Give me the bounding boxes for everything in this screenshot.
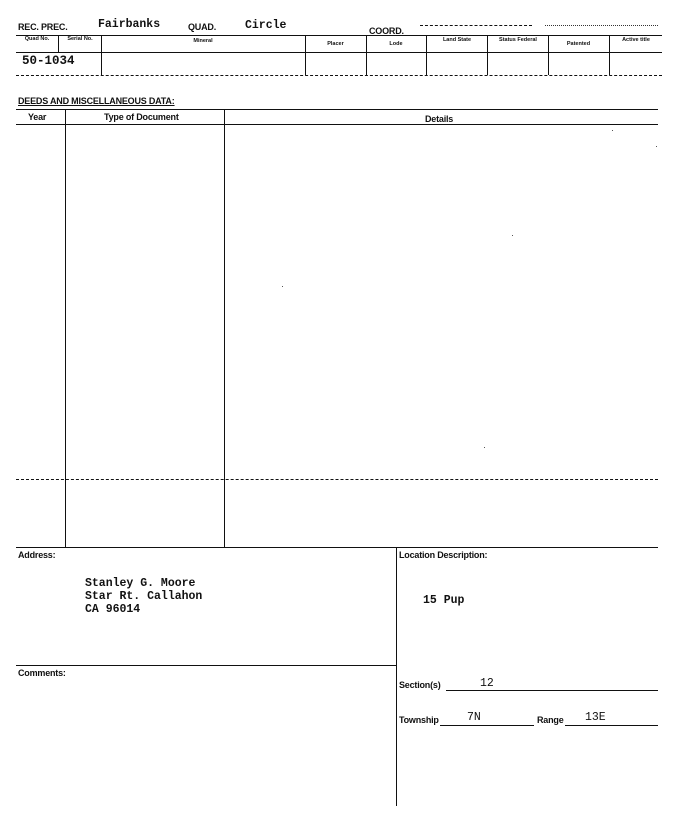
range-label: Range	[537, 715, 564, 725]
land-status-federal-label: Status Federal	[499, 37, 537, 43]
serial-no-label: Serial No.	[67, 36, 93, 42]
township-value: 7N	[467, 711, 481, 724]
speck	[656, 146, 657, 147]
header-line-bottom	[16, 75, 662, 76]
township-label: Township	[399, 715, 439, 725]
patented-label: Patented	[566, 41, 591, 47]
address-line-2: Star Rt. Callahon	[85, 590, 203, 603]
comments-line-top	[16, 665, 396, 666]
header-v-3	[305, 35, 306, 75]
header-v-5	[426, 35, 427, 75]
address-line-1: Stanley G. Moore	[85, 577, 196, 590]
quad-value: Circle	[245, 19, 287, 32]
header-v-8	[609, 35, 610, 75]
address-line-top	[16, 547, 658, 548]
header-v-4	[366, 35, 367, 75]
rec-prec-value: Fairbanks	[98, 18, 161, 31]
sections-underline	[446, 690, 658, 691]
coord-dot-line	[545, 25, 658, 26]
header-v-7	[548, 35, 549, 75]
sections-value: 12	[480, 677, 494, 690]
deeds-line-header	[16, 124, 658, 125]
col-details-header: Details	[425, 114, 454, 124]
comments-label: Comments:	[18, 668, 66, 678]
col-year-header: Year	[28, 112, 47, 122]
header-v-6	[487, 35, 488, 75]
speck	[484, 447, 485, 448]
deeds-dash-line	[16, 479, 658, 480]
address-line-3: CA 96014	[85, 603, 141, 616]
range-value: 13E	[585, 711, 606, 724]
deeds-line-top	[16, 109, 658, 110]
active-title-label: Active title	[622, 37, 650, 43]
header-line-top	[16, 35, 662, 36]
township-underline	[440, 725, 534, 726]
address-block	[85, 577, 202, 616]
quad-serial-value: 50-1034	[22, 54, 75, 68]
location-description-label: Location Description:	[399, 550, 488, 560]
coord-dash-line	[420, 25, 532, 26]
rec-prec-label: REC. PREC.	[18, 22, 68, 32]
sections-label: Section(s)	[399, 680, 441, 690]
range-underline	[565, 725, 658, 726]
land-status-state-label: Land State	[442, 37, 472, 43]
header-v-1	[58, 35, 59, 52]
placer-label: Placer	[327, 41, 344, 47]
deeds-v-type	[224, 109, 225, 547]
header-line-mid	[16, 52, 662, 53]
address-label: Address:	[18, 550, 56, 560]
col-type-header: Type of Document	[104, 112, 179, 122]
coord-label: COORD.	[369, 26, 404, 36]
deeds-v-year	[65, 109, 66, 547]
mineral-label: Mineral	[193, 38, 213, 44]
speck	[612, 130, 613, 131]
deeds-section-title: DEEDS AND MISCELLANEOUS DATA:	[18, 96, 175, 106]
speck	[512, 235, 513, 236]
lode-label: Lode	[389, 41, 403, 47]
quad-no-label: Quad No.	[24, 36, 50, 42]
speck	[282, 286, 283, 287]
bottom-v-divider	[396, 547, 397, 806]
location-description-value: 15 Pup	[423, 594, 465, 607]
quad-label: QUAD.	[188, 22, 216, 32]
